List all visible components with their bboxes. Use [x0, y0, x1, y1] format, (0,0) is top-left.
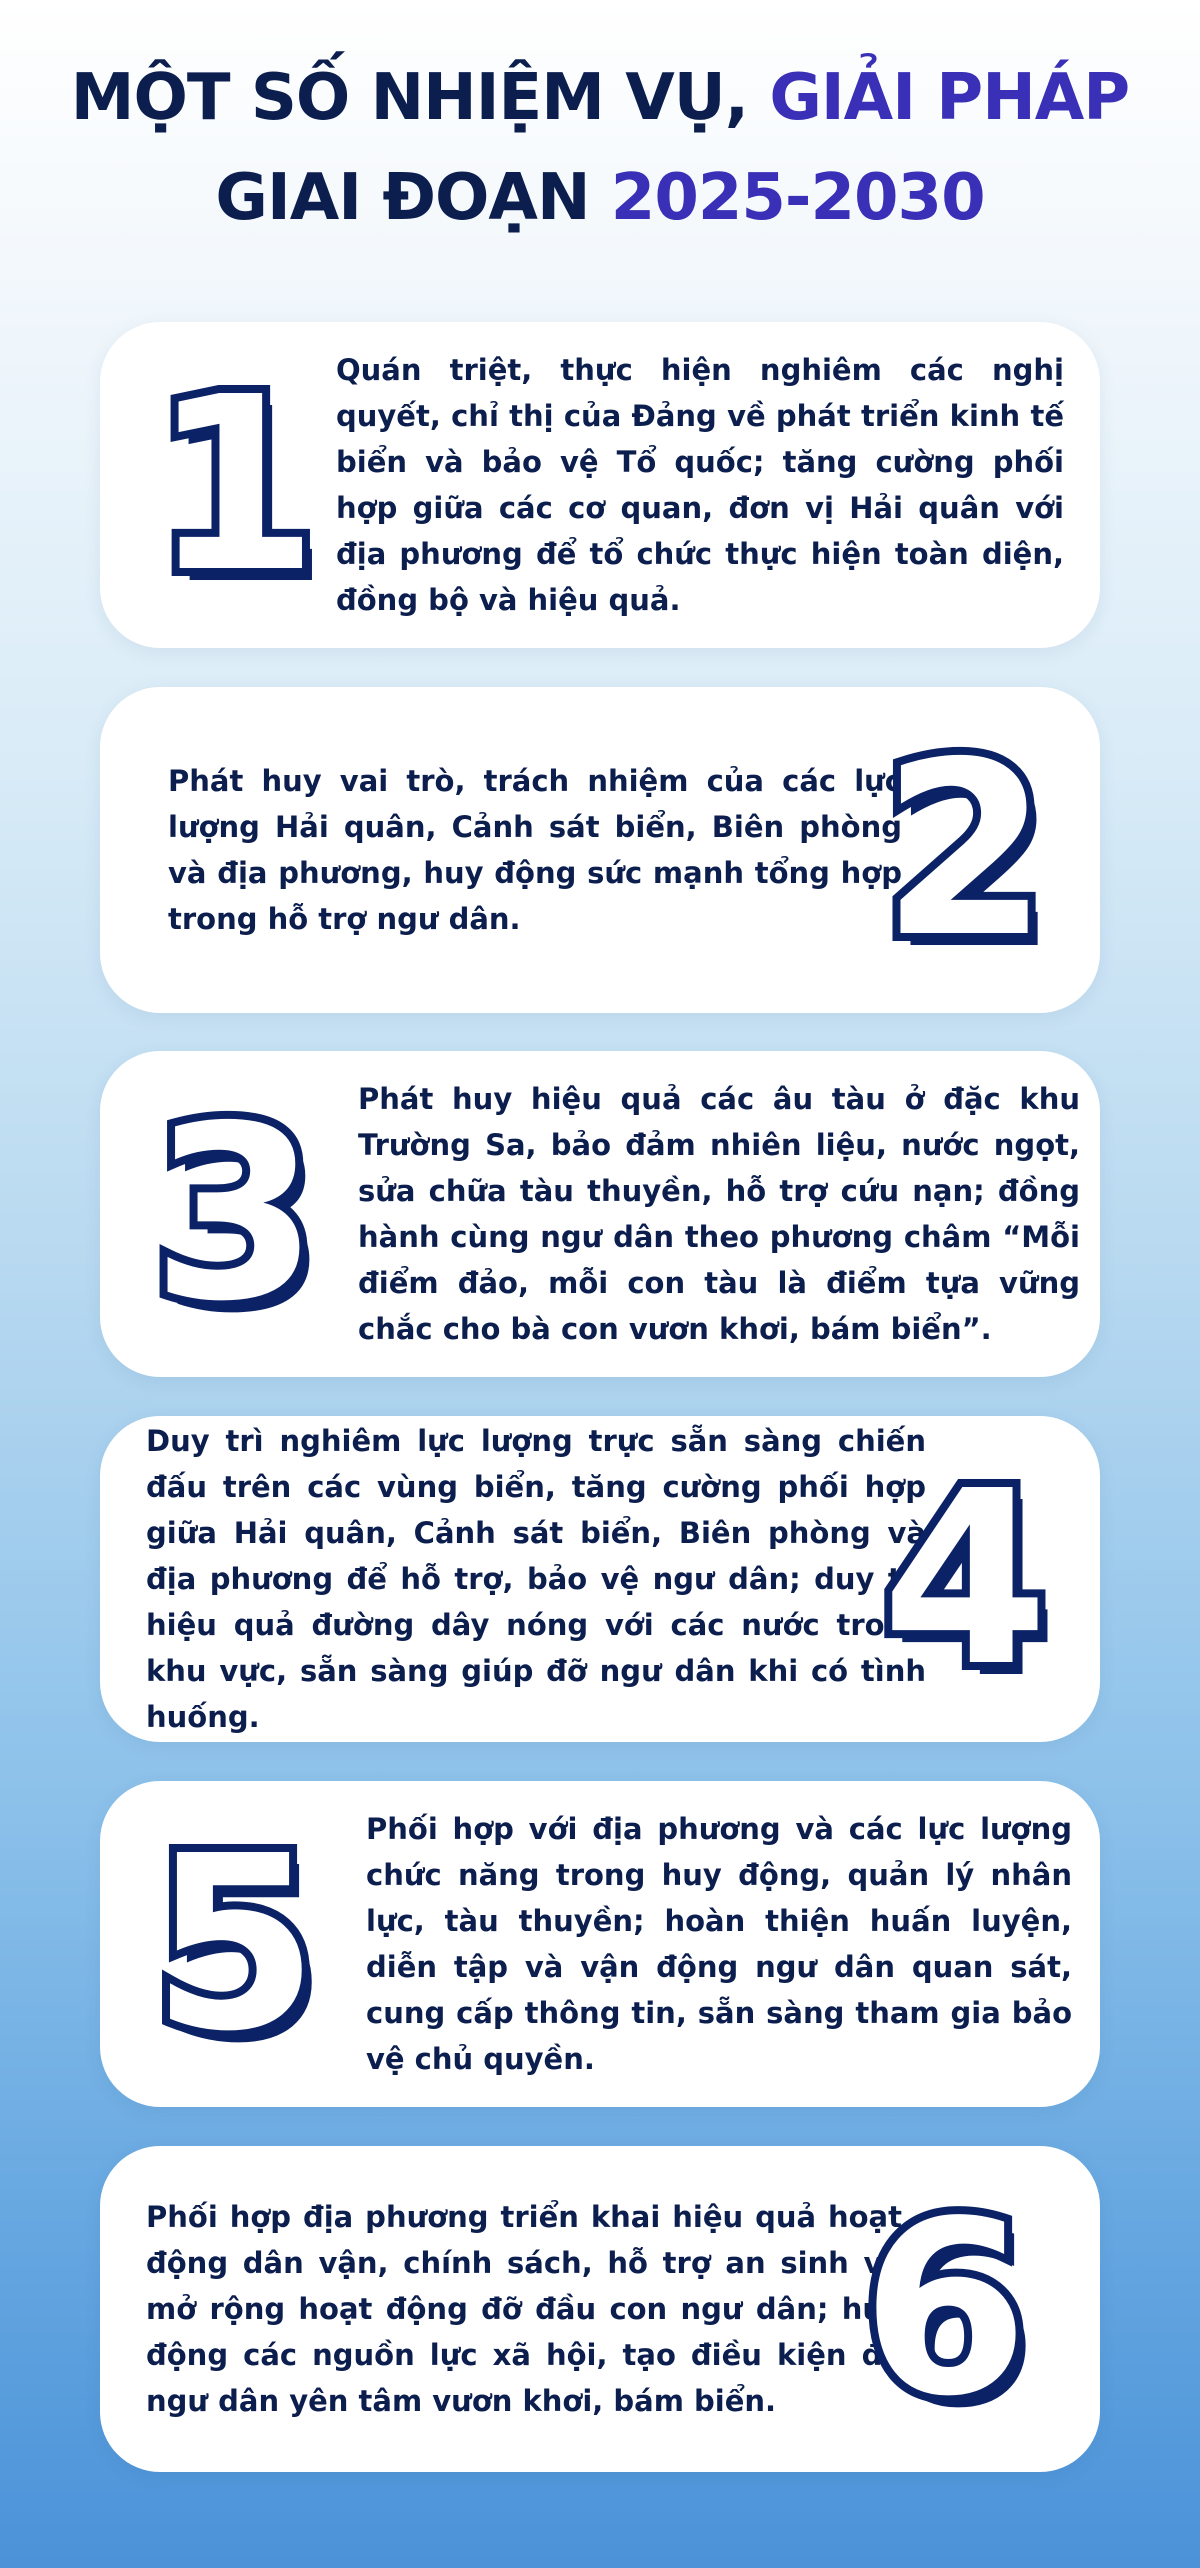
title-line-1: [0, 48, 1200, 148]
task-number: 5: [151, 1804, 319, 2084]
task-text: Phối hợp với địa phương và các lực lượng chức năng trong huy động, quản lý nhân lực, tàu thuyền; hoàn thiện huấn luyện, diễn tập và vận động ngư dân quan sát, cung cấp thông tin, sẵn sàng tham gia bảo vệ chủ quyền.: [366, 1812, 1072, 2076]
page-title: [0, 48, 1200, 248]
task-text: Duy trì nghiêm lực lượng trực sẵn sàng chiến đấu trên các vùng biển, tăng cường phối hợp giữa Hải quân, Cảnh sát biển, Biên phòng và địa phương để hỗ trợ, bảo vệ ngư dân; duy trì hiệu quả đường dây nóng với các nước trong khu vực, sẵn sàng giúp đỡ ngư dân khi có tình huống.: [146, 1424, 926, 1734]
title-accent: 2025-2030: [610, 161, 985, 235]
title-line-2: [0, 148, 1200, 248]
task-number: 4: [881, 1439, 1049, 1719]
task-card-3: [100, 1051, 1100, 1377]
title-part: MỘT SỐ NHIỆM VỤ,: [70, 61, 749, 135]
title-part: GIAI ĐOẠN: [215, 161, 590, 235]
task-card-1: [100, 322, 1100, 648]
task-text: Phát huy vai trò, trách nhiệm của các lực lượng Hải quân, Cảnh sát biển, Biên phòng và địa phương, huy động sức mạnh tổng hợp trong hỗ trợ ngư dân.: [168, 764, 902, 936]
title-accent: GIẢI PHÁP: [769, 61, 1130, 135]
task-card-2: [100, 687, 1100, 1013]
task-number: 3: [151, 1074, 319, 1354]
task-text: Phối hợp địa phương triển khai hiệu quả hoạt động dân vận, chính sách, hỗ trợ an sinh và mở rộng hoạt động đỡ đầu con ngư dân; huy động các nguồn lực xã hội, tạo điều kiện để ngư dân yên tâm vươn khơi, bám biển.: [146, 2200, 902, 2418]
task-number: 1: [151, 345, 319, 625]
task-number: 6: [861, 2169, 1029, 2449]
task-card-6: [100, 2146, 1100, 2472]
task-text: Quán triệt, thực hiện nghiêm các nghị quyết, chỉ thị của Đảng về phát triển kinh tế biển và bảo vệ Tổ quốc; tăng cường phối hợp giữa các cơ quan, đơn vị Hải quân với địa phương để tổ chức thực hiện toàn diện, đồng bộ và hiệu quả.: [336, 353, 1064, 617]
task-card-5: [100, 1781, 1100, 2107]
task-text: Phát huy hiệu quả các âu tàu ở đặc khu Trường Sa, bảo đảm nhiên liệu, nước ngọt, sửa chữa tàu thuyền, hỗ trợ cứu nạn; đồng hành cùng ngư dân theo phương châm “Mỗi điểm đảo, mỗi con tàu là điểm tựa vững chắc cho bà con vươn khơi, bám biển”.: [358, 1082, 1080, 1346]
task-number: 2: [881, 710, 1049, 990]
task-card-4: [100, 1416, 1100, 1742]
